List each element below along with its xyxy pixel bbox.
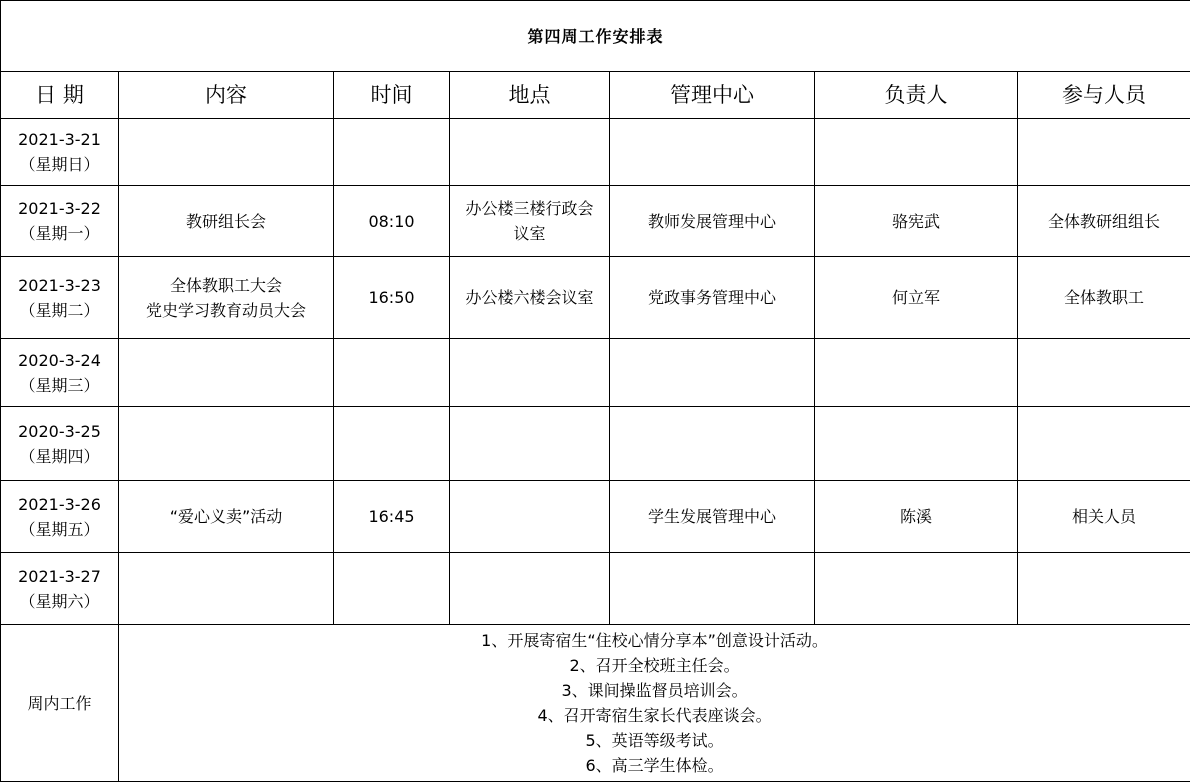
leader-cell [815,119,1018,186]
place-cell [450,339,610,407]
date-cell [1,339,119,407]
date-text: 2020-3-25 [5,419,114,444]
center-cell: 党政事务管理中心 [610,257,815,339]
content-cell [119,257,334,339]
weekly-work-item: 3、课间操监督员培训会。 [123,678,1186,703]
time-cell: 16:50 [334,257,450,339]
header-participants: 参与人员 [1018,72,1190,119]
center-cell: 教师发展管理中心 [610,186,815,257]
place-cell [450,553,610,625]
center-cell [610,119,815,186]
table-row [1,407,1190,481]
weekly-work-item: 2、召开全校班主任会。 [123,653,1186,678]
weekly-work-item: 6、高三学生体检。 [123,753,1186,778]
content-cell [119,481,334,553]
place-line: 议室 [454,221,605,246]
date-text: 2021-3-21 [5,127,114,152]
place-line: 办公楼三楼行政会 [454,196,605,221]
table-row [1,186,1190,257]
header-time: 时间 [334,72,450,119]
leader-cell: 何立军 [815,257,1018,339]
date-text: 2021-3-22 [5,196,114,221]
weekly-work-item: 5、英语等级考试。 [123,728,1186,753]
participants-cell [1018,407,1190,481]
weekly-work-row [1,625,1190,782]
weekday-text: （星期六） [5,589,114,614]
date-cell [1,407,119,481]
leader-cell [815,553,1018,625]
participants-cell [1018,553,1190,625]
weekday-text: （星期一） [5,221,114,246]
title-row [1,1,1190,72]
center-cell [610,339,815,407]
date-cell [1,186,119,257]
date-text: 2020-3-24 [5,348,114,373]
table-row [1,481,1190,553]
content-line: 党史学习教育动员大会 [123,298,329,323]
time-cell: 08:10 [334,186,450,257]
weekly-work-label: 周内工作 [1,625,119,782]
time-cell [334,407,450,481]
time-cell [334,119,450,186]
table-row [1,339,1190,407]
participants-cell: 全体教职工 [1018,257,1190,339]
content-cell [119,339,334,407]
date-cell [1,257,119,339]
weekly-work-list [119,625,1190,782]
header-date: 日 期 [1,72,119,119]
place-line: 办公楼六楼会议室 [454,285,605,310]
place-cell [450,119,610,186]
date-text: 2021-3-26 [5,492,114,517]
participants-cell [1018,339,1190,407]
content-cell [119,553,334,625]
center-cell [610,407,815,481]
header-center: 管理中心 [610,72,815,119]
content-line: 全体教职工大会 [123,273,329,298]
time-cell: 16:45 [334,481,450,553]
weekly-work-item: 1、开展寄宿生“住校心情分享本”创意设计活动。 [123,628,1186,653]
place-cell [450,186,610,257]
header-leader: 负责人 [815,72,1018,119]
place-cell [450,481,610,553]
content-cell [119,186,334,257]
content-cell [119,407,334,481]
content-cell [119,119,334,186]
header-row [1,72,1190,119]
weekday-text: （星期日） [5,152,114,177]
header-place: 地点 [450,72,610,119]
place-cell [450,257,610,339]
participants-cell: 全体教研组组长 [1018,186,1190,257]
time-cell [334,339,450,407]
place-cell [450,407,610,481]
center-cell [610,553,815,625]
date-cell [1,119,119,186]
date-text: 2021-3-27 [5,564,114,589]
leader-cell [815,339,1018,407]
weekday-text: （星期五） [5,517,114,542]
participants-cell [1018,119,1190,186]
header-content: 内容 [119,72,334,119]
content-line: “爱心义卖”活动 [123,504,329,529]
content-line: 教研组长会 [123,209,329,234]
weekday-text: （星期四） [5,444,114,469]
leader-cell: 陈溪 [815,481,1018,553]
weekday-text: （星期二） [5,298,114,323]
participants-cell: 相关人员 [1018,481,1190,553]
date-cell [1,481,119,553]
center-cell: 学生发展管理中心 [610,481,815,553]
table-row [1,257,1190,339]
table-row [1,553,1190,625]
date-cell [1,553,119,625]
page-title: 第四周工作安排表 [1,1,1190,72]
date-text: 2021-3-23 [5,273,114,298]
weekday-text: （星期三） [5,373,114,398]
leader-cell [815,407,1018,481]
table-row [1,119,1190,186]
weekly-work-item: 4、召开寄宿生家长代表座谈会。 [123,703,1186,728]
time-cell [334,553,450,625]
leader-cell: 骆宪武 [815,186,1018,257]
